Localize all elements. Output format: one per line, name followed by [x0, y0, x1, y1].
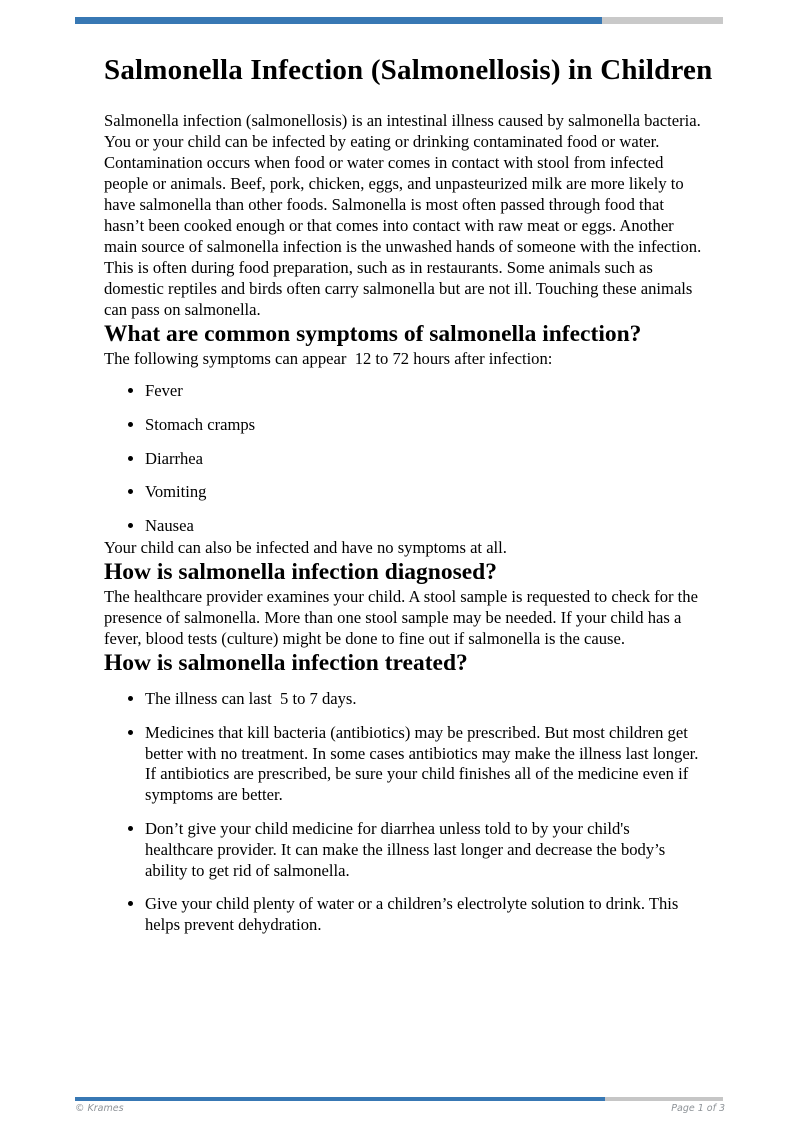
list-item: • Vomiting: [145, 482, 702, 503]
list-item: • Stomach cramps: [145, 415, 702, 436]
top-accent-bar: [75, 17, 723, 24]
section-heading-symptoms: What are common symptoms of salmonella infection?: [104, 321, 642, 347]
list-item: • Medicines that kill bacteria (antibiotics) may be prescribed. But most children get better with no treatment. In some cases antibiotics may make the illness last longer. If antibiotics are prescribed, be sure your child finishes all of the medicine even if symptoms are better.: [145, 723, 702, 806]
treatment-list: [104, 689, 702, 936]
diagnosed-paragraph: The healthcare provider examines your child. A stool sample is requested to check for the presence of salmonella. More than one stool sample may be needed. If your child has a fever, blood tests (culture) might be done to fine out if salmonella is the cause.: [104, 586, 703, 648]
footer-accent-bar-blue-segment: [75, 1097, 605, 1101]
symptoms-note-paragraph: Your child can also be infected and have no symptoms at all.: [104, 537, 507, 557]
document-title: Salmonella Infection (Salmonellosis) in Children: [104, 54, 713, 86]
list-item: • Fever: [145, 381, 702, 402]
footer-copyright: © Krames: [75, 1103, 124, 1114]
intro-paragraph: Salmonella infection (salmonellosis) is an intestinal illness caused by salmonella bacteria. You or your child can be infected by eating or drinking contaminated food or water. Contamination occurs when food or water comes in contact with stool from infected people or animals. Beef, pork, chicken, eggs, and unpasteurized milk are more likely to have salmonella than other foods. Salmonella is most often passed through food that hasn’t been cooked enough or that comes into contact with raw meat or eggs. Another main source of salmonella infection is the unwashed hands of someone with the infection. This is often during food preparation, such as in restaurants. Some animals such as domestic reptiles and birds often carry salmonella but are not ill. Touching these animals can pass on salmonella.: [104, 111, 706, 319]
document-body: [104, 52, 713, 936]
list-item: • Nausea: [145, 516, 702, 537]
section-heading-treated: How is salmonella infection treated?: [104, 649, 468, 676]
list-item: • Give your child plenty of water or a children’s electrolyte solution to drink. This helps prevent dehydration.: [145, 894, 702, 936]
top-accent-bar-blue-segment: [75, 17, 602, 24]
page-footer: [75, 1103, 725, 1114]
section-heading-diagnosed: How is salmonella infection diagnosed?: [104, 558, 498, 585]
symptoms-lead-paragraph: The following symptoms can appear 12 to 72 hours after infection:: [104, 349, 553, 368]
list-item: • Diarrhea: [145, 449, 702, 470]
symptoms-list: [104, 381, 702, 537]
list-item: • The illness can last 5 to 7 days.: [145, 689, 702, 710]
footer-page-number: Page 1 of 3: [671, 1103, 725, 1114]
list-item: • Don’t give your child medicine for diarrhea unless told to by your child's healthcare provider. It can make the illness last longer and decrease the body’s ability to get rid of salmonella.: [145, 819, 702, 881]
footer-accent-bar: [75, 1097, 723, 1101]
